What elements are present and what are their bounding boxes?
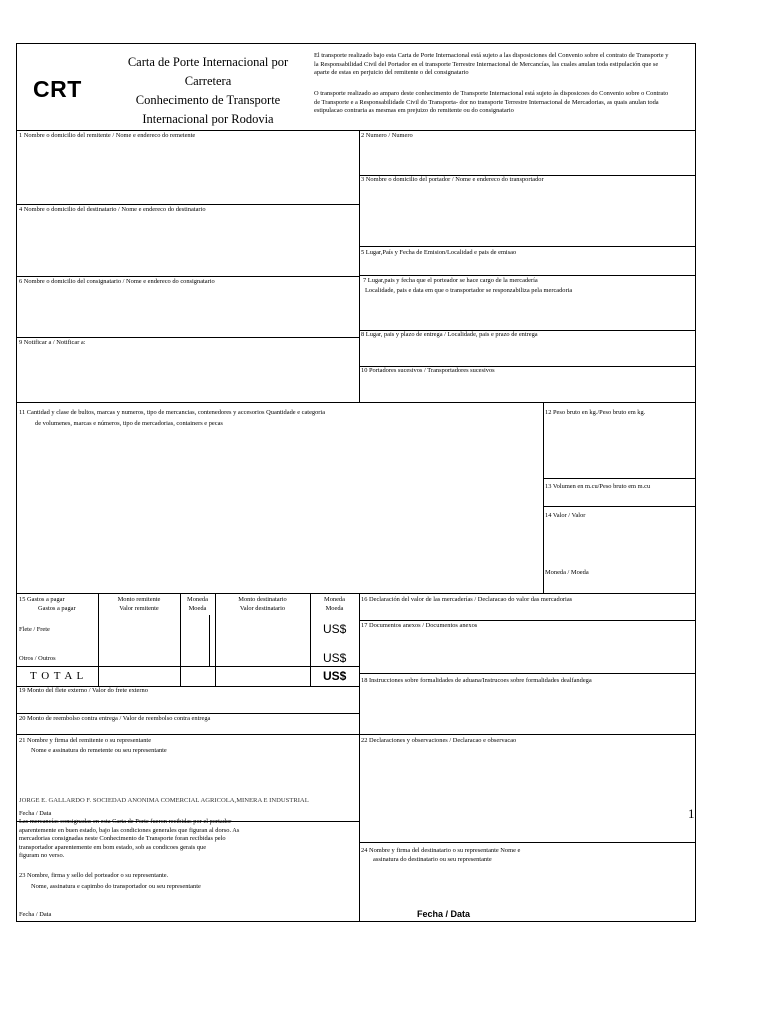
receipt-line: transportador aparentemente em bom estado, sob as condicoes gerais que <box>19 843 207 851</box>
receipt-line: aparentemente en buen estado, bajo las condiciones generales que figuran al dorso. As <box>19 826 240 834</box>
total-label: T O T A L <box>30 670 85 682</box>
receipt-line: mercadorias consignadas neste Conhecimento de Transporte foran recibidas pelo <box>19 835 226 843</box>
rule <box>16 734 359 735</box>
rule <box>16 593 696 594</box>
rule <box>16 204 359 205</box>
field-21-label-pt: Nome e assinatura do remetente ou seu representante <box>31 747 167 754</box>
rule <box>359 275 696 276</box>
field-11-label: 11 Cantidad y clase de bultos, marcas y numeros, tipo de mercancias, contenedores y accesorios Quantidade e categoria <box>19 409 326 416</box>
title-line: Internacional por Rodovia <box>142 112 274 126</box>
field-4-label: 4 Nombre o domicilio del destinatario / Nome e endereco do destinatario <box>19 206 206 213</box>
rule <box>16 713 359 714</box>
rule <box>359 246 696 247</box>
rule <box>16 337 359 338</box>
col-header-moneda-2: Moneda <box>324 596 345 603</box>
title-line: Conhecimento de Transporte <box>135 93 281 107</box>
title-line: Carta de Porte Internacional por <box>127 55 289 69</box>
rule <box>359 673 696 674</box>
col-header-monto-destinatario: Monto destinatario <box>238 596 287 603</box>
rule <box>16 130 696 131</box>
field-7-label-pt: Localidade, pais e data em que o transportador se responzabiliza pela mercadoria <box>365 287 573 294</box>
receipt-line: figuram no verso. <box>19 852 65 860</box>
field-10-label: 10 Portadores sucesivos / Transportadores sucesivos <box>361 367 495 374</box>
rule <box>16 666 359 667</box>
currency-flete: US$ <box>323 622 347 636</box>
document-title <box>118 53 298 129</box>
row-label-flete: Flete / Frete <box>19 626 50 633</box>
rule <box>543 506 696 507</box>
receipt-statement <box>19 818 239 861</box>
field-24-label-pt: assinatura do destinatario ou seu representante <box>373 856 492 863</box>
rule <box>16 580 17 593</box>
field-23-label-pt: Nome, assinatura e capimbo do transportador ou seu representante <box>31 883 201 890</box>
field-1-label: 1 Nombre o domicilio del remitente / Nome e endereco do remetente <box>19 132 196 139</box>
field-24-label: 24 Nombre y firma del destinatario o su representante Nome e <box>361 847 521 854</box>
field-14-currency: Moneda / Moeda <box>545 569 589 576</box>
field-15-label-pt: Gastos a pagar <box>38 605 76 612</box>
field-14-label: 14 Valor / Valor <box>545 512 586 519</box>
rule <box>16 402 696 403</box>
field-5-label: 5 Lugar,País y Fecha de Emision/Localidad e pais de emisao <box>361 249 517 256</box>
currency-otros: US$ <box>323 651 347 665</box>
currency-total: US$ <box>323 669 347 683</box>
field-23-label: 23 Nombre, firma y sello del porteador o su representante. <box>19 872 169 879</box>
title-line: Carretera <box>184 74 232 88</box>
field-9-label: 9 Notificar a / Notificar a: <box>19 339 86 346</box>
field-8-label: 8 Lugar, pais y plazo de entrega / Localidade, pais e prazo de entrega <box>361 331 538 338</box>
rule <box>543 478 696 479</box>
field-6-label: 6 Nombre o domicilio del consignatario / Nome e endereco do consignatario <box>19 278 215 285</box>
col-header-moeda-2: Moeda <box>325 605 344 612</box>
field-22-label: 22 Declaraciones y observaciones / Declaracao e observacao <box>361 737 517 744</box>
col-header-valor-remitente: Valor remitente <box>119 605 159 612</box>
rule <box>359 130 360 402</box>
rule <box>359 734 696 735</box>
rule <box>359 593 360 922</box>
field-19-label: 19 Monto del flete externo / Valor do frete externo <box>19 687 148 694</box>
col-header-monto-remitente: Monto remitente <box>117 596 161 603</box>
field-16-label: 16 Declaración del valor de las mercaderías / Declaracao do valor das mercadorias <box>361 596 573 603</box>
rule <box>209 615 210 667</box>
field-20-label: 20 Monto de reembolso contra entrega / Valor de reembolso contra entrega <box>19 715 211 722</box>
field-17-label: 17 Documentos anexos / Documentos anexos <box>361 622 478 629</box>
crt-logo: CRT <box>33 76 82 102</box>
col-header-valor-destinatario: Valor destinatario <box>239 605 286 612</box>
field-21-fecha: Fecha / Data <box>19 810 52 817</box>
row-label-otros: Otros / Outros <box>19 655 56 662</box>
field-12-label: 12 Peso bruto en kg./Peso bruto em kg. <box>545 409 646 416</box>
field-21-label: 21 Nombre y firma del remitente o su representante <box>19 737 152 744</box>
legal-notice-es: El transporte realizado bajo esta Carta de Porte Internacional está sujeto a las disposiciones del Convenio sobre el contrato de Transporte y la Responsabilidad Civil del Portador en el transporte Terrestre Internacional de Mercancías, las cuales anulan toda estipulación que se aparte de estas en perjuicio del remitente o del consignatario <box>314 52 669 76</box>
field-3-label: 3 Nombre o domicilio del portador / Nome e endereco do transportador <box>361 176 544 183</box>
col-header-moeda: Moeda <box>188 605 207 612</box>
rule <box>543 402 544 593</box>
rule <box>359 842 696 843</box>
receipt-line: Las mercancías consignadas en esta Carta de Porte fueron recibidas por el portador <box>19 818 232 825</box>
field-2-label: 2 Numero / Numero <box>361 132 413 139</box>
field-23-fecha: Fecha / Data <box>19 911 52 918</box>
legal-notice-pt: O transporte realizado ao amparo deste conhecimento de Transporte Internacional está sujeto às disposicoes do Convenio sobre o Contrato de Transporte e a Responsabilidade Civil do Transporta- dor no transporte Terrestre Internacional de Mercadorias, as quais anulan toda estipulacao contraria as mesmas em prejuizo do remitente ou do consignatario <box>314 90 669 114</box>
field-18-label: 18 Instrucciones sobre formalidades de aduana/Instrucoes sobre formalidades dealfandega <box>361 677 592 684</box>
field-24-fecha: Fecha / Data <box>417 909 471 919</box>
field-7-label: 7 Lugar,pais y fecha que el porteador se hace cargo de la mercadería <box>363 277 538 284</box>
field-15-label: 15 Gastos a pagar <box>19 596 65 603</box>
page-number: 1 <box>688 806 695 821</box>
field-13-label: 13 Volumen en m.cu/Peso bruto em m.cu <box>545 483 651 490</box>
field-11-label-pt: de volumenes, marcas e números, tipo de mercadorias, containers e pecas <box>35 420 223 427</box>
rule <box>359 620 696 621</box>
rule <box>16 276 359 277</box>
col-header-moneda: Moneda <box>187 596 208 603</box>
sender-company: JORGE E. GALLARDO F. SOCIEDAD ANONIMA COMERCIAL AGRICOLA,MINERA E INDUSTRIAL <box>19 797 309 804</box>
